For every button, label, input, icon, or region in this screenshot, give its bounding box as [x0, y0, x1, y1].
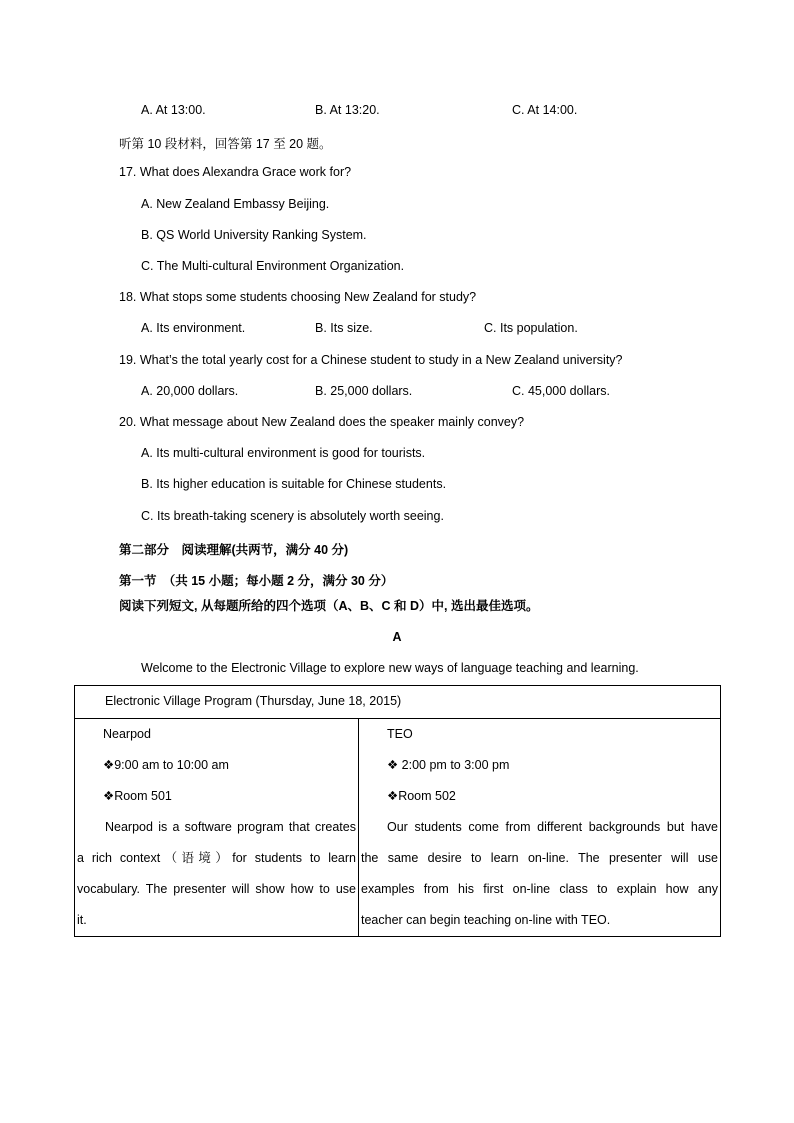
passage-label: A: [392, 630, 402, 644]
teo-desc-line-1: Our students come from different backgrounds but have: [387, 820, 718, 834]
q17-option-b: B. QS World University Ranking System.: [141, 228, 367, 242]
teo-room: ❖Room 502: [387, 789, 456, 803]
reading-instructions: 阅读下列短文, 从每题所给的四个选项（A、B、C 和 D）中, 选出最佳选项。: [119, 599, 539, 613]
q20-option-a: A. Its multi-cultural environment is good for tourists.: [141, 446, 426, 460]
part2-title: 第二部分 阅读理解(共两节，满分 40 分): [119, 543, 349, 557]
program-cell-teo: [359, 719, 721, 937]
nearpod-desc-line-3: vocabulary. The presenter will show how to use: [77, 882, 356, 896]
teo-desc-line-2: the same desire to learn on-line. The presenter will use: [361, 851, 718, 865]
nearpod-time: ❖9:00 am to 10:00 am: [103, 758, 229, 772]
nearpod-room: ❖Room 501: [103, 789, 172, 803]
question-20-stem: 20. What message about New Zealand does the speaker mainly convey?: [119, 415, 525, 429]
q19-option-c: C. 45,000 dollars.: [512, 384, 610, 398]
question-18-stem: 18. What stops some students choosing New Zealand for study?: [119, 290, 477, 304]
teo-name: TEO: [387, 727, 413, 741]
q16-option-c: C. At 14:00.: [512, 103, 578, 117]
nearpod-desc-line-1: Nearpod is a software program that creates: [105, 820, 356, 834]
program-table: [74, 685, 721, 937]
q16-option-a: A. At 13:00.: [141, 103, 206, 117]
nearpod-desc-line-4: it.: [77, 913, 87, 927]
q18-option-c: C. Its population.: [484, 321, 578, 335]
teo-desc-line-4: teacher can begin teaching on-line with TEO.: [361, 913, 611, 927]
program-header: Electronic Village Program (Thursday, June 18, 2015): [105, 694, 402, 708]
program-cell-nearpod: [75, 719, 359, 937]
teo-time: ❖ 2:00 pm to 3:00 pm: [387, 758, 510, 772]
q17-option-a: A. New Zealand Embassy Beijing.: [141, 197, 330, 211]
q16-option-b: B. At 13:20.: [315, 103, 380, 117]
q17-option-c: C. The Multi-cultural Environment Organization.: [141, 259, 405, 273]
q18-option-a: A. Its environment.: [141, 321, 246, 335]
teo-desc-line-3: examples from his first on-line class to explain how any: [361, 882, 718, 896]
q20-option-b: B. Its higher education is suitable for Chinese students.: [141, 477, 447, 491]
nearpod-name: Nearpod: [103, 727, 151, 741]
section1-title: 第一节 （共 15 小题；每小题 2 分，满分 30 分）: [119, 574, 394, 588]
section10-intro: 听第 10 段材料，回答第 17 至 20 题。: [119, 137, 332, 151]
program-header-cell: [75, 686, 721, 719]
question-19-stem: 19. What’s the total yearly cost for a Chinese student to study in a New Zealand university?: [119, 353, 623, 367]
q19-option-a: A. 20,000 dollars.: [141, 384, 239, 398]
question-17-stem: 17. What does Alexandra Grace work for?: [119, 165, 352, 179]
q20-option-c: C. Its breath-taking scenery is absolutely worth seeing.: [141, 509, 444, 523]
q18-option-b: B. Its size.: [315, 321, 373, 335]
passage-intro: Welcome to the Electronic Village to explore new ways of language teaching and learning.: [141, 661, 639, 675]
q19-option-b: B. 25,000 dollars.: [315, 384, 413, 398]
nearpod-desc-line-2: a rich context（语境）for students to learn: [77, 851, 356, 865]
